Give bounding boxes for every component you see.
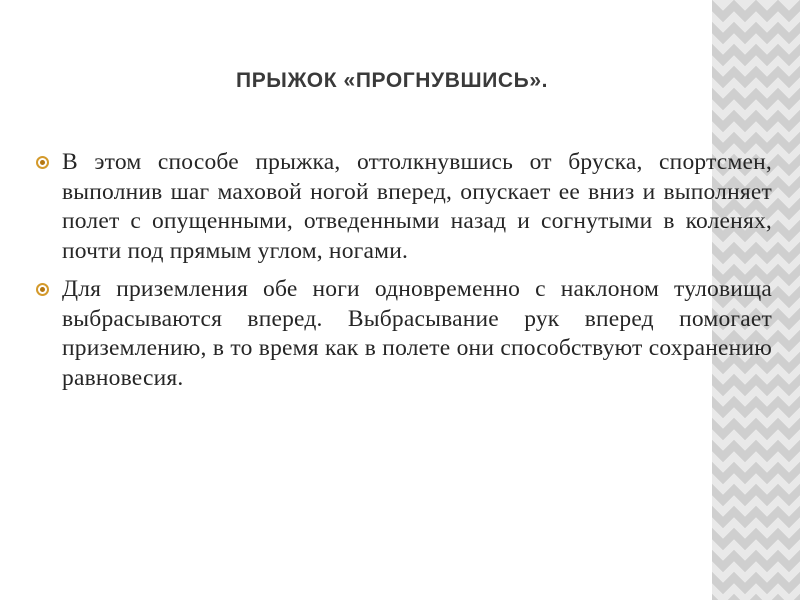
bullet-circle-icon [36,156,49,169]
bullet-item [36,148,772,266]
slide-title: ПРЫЖОК «ПРОГНУВШИСЬ». [236,69,549,92]
bullet-item [36,275,772,393]
bullet-text: Для приземления обе ноги одновременно с наклоном туловища выбрасываются вперед. Выбрасывание рук вперед помогает приземлению, в то время как в полете они способствуют сохранению равновесия. [62,276,772,391]
bullet-text: В этом способе прыжка, оттолкнувшись от бруска, спортсмен, выполнив шаг маховой ногой вперед, опускает ее вниз и выполняет полет с опущенными, отведенными назад и согнутыми в коленях, почти под прямым углом, ногами. [62,149,772,264]
bullet-list [36,148,772,402]
bullet-circle-icon [36,283,49,296]
